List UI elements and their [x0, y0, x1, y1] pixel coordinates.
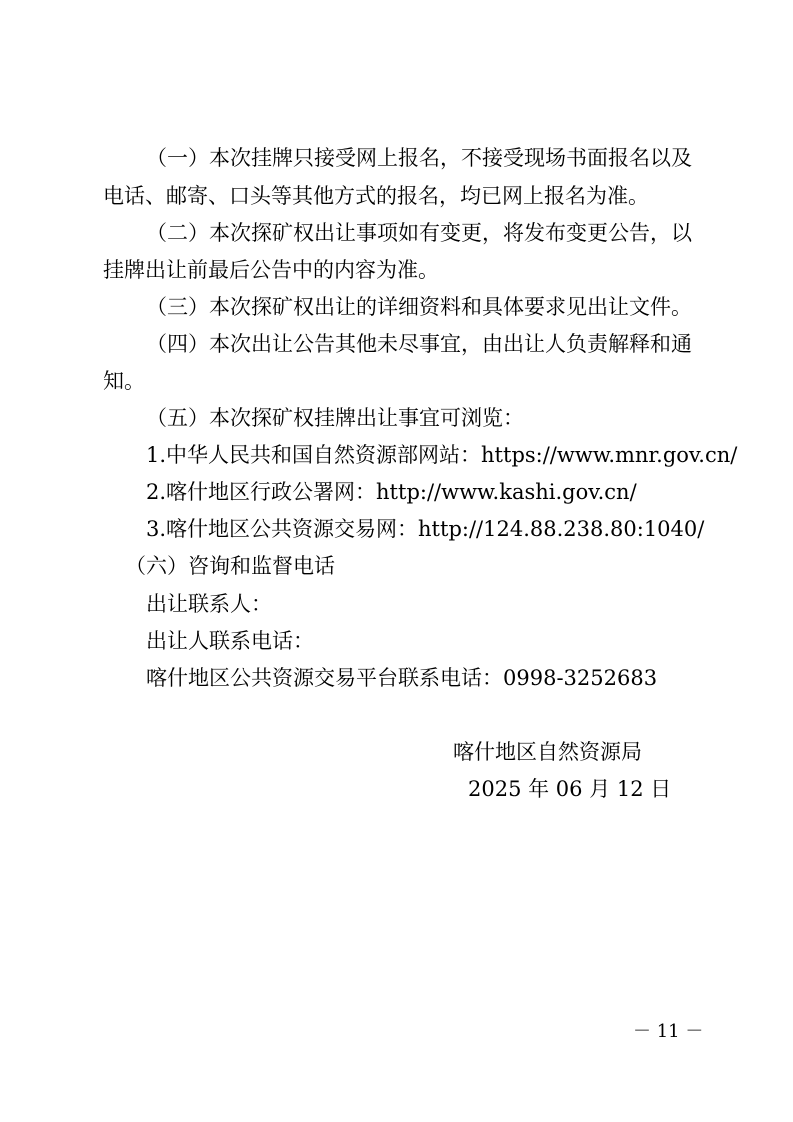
paragraph-2-line-1: （二）本次探矿权出让事项如有变更，将发布变更公告，以 — [146, 221, 692, 245]
paragraph-4-line-1: （四）本次出让公告其他未尽事宜，由出让人负责解释和通 — [146, 332, 692, 356]
signature-date: 2025 年 06 月 12 日 — [468, 777, 672, 801]
website-item-trading: 3.喀什地区公共资源交易网：http://124.88.238.80:1040/ — [146, 517, 705, 541]
signature-org: 喀什地区自然资源局 — [453, 740, 642, 764]
paragraph-1-line-2: 电话、邮寄、口头等其他方式的报名，均已网上报名为准。 — [103, 184, 649, 208]
paragraph-5-line-1: （五）本次探矿权挂牌出让事宜可浏览： — [146, 406, 524, 430]
contact-phone: 出让人联系电话： — [146, 629, 314, 653]
paragraph-3-line-1: （三）本次探矿权出让的详细资料和具体要求见出让文件。 — [146, 295, 692, 319]
website-item-kashi: 2.喀什地区行政公署网：http://www.kashi.gov.cn/ — [146, 480, 637, 504]
consult-heading: （六）咨询和监督电话 — [125, 554, 335, 578]
paragraph-4-line-2: 知。 — [103, 369, 145, 393]
paragraph-2-line-2: 挂牌出让前最后公告中的内容为准。 — [103, 258, 439, 282]
contact-person: 出让联系人： — [146, 592, 272, 616]
website-item-mnr: 1.中华人民共和国自然资源部网站：https://www.mnr.gov.cn/ — [146, 443, 738, 467]
paragraph-1-line-1: （一）本次挂牌只接受网上报名，不接受现场书面报名以及 — [146, 146, 692, 170]
page-number: － 11 － — [633, 1021, 704, 1042]
platform-phone: 喀什地区公共资源交易平台联系电话：0998-3252683 — [146, 666, 658, 690]
